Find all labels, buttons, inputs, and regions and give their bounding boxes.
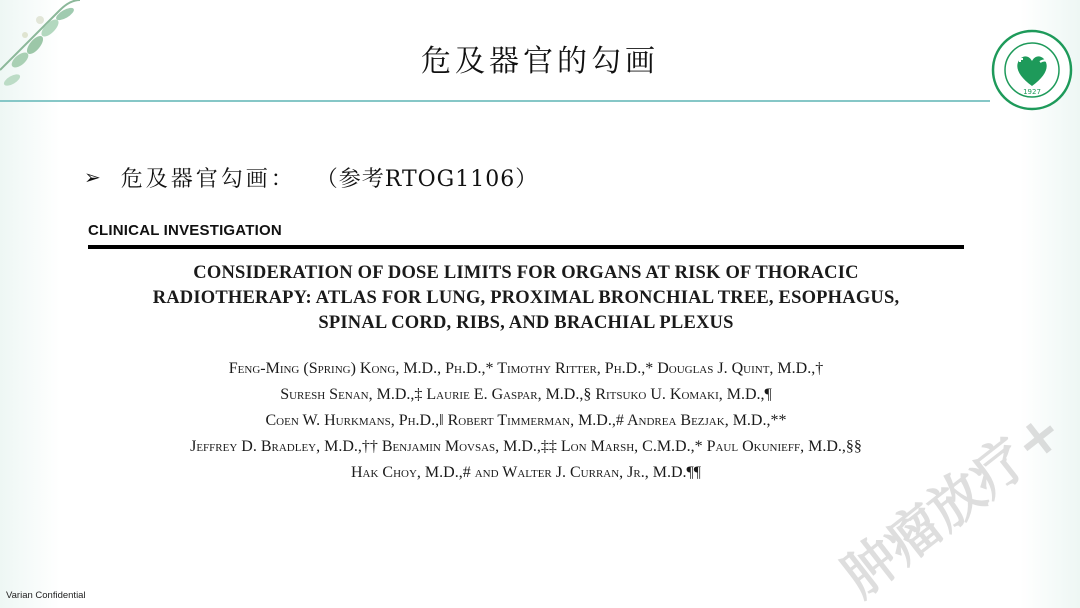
logo-year: 1927 [1023, 88, 1041, 96]
slide-title: 危及器官的勾画 [421, 44, 659, 79]
bullet-text: 危及器官勾画： [120, 166, 296, 192]
paper-divider [88, 245, 964, 249]
author-line: Jeffrey D. Bradley, M.D.,†† Benjamin Movsas, M.D.,‡‡ Lon Marsh, C.M.D.,* Paul Okunieff, M.D.,§§ [190, 438, 862, 455]
author-line: Hak Choy, M.D.,# and Walter J. Curran, Jr., M.D.¶¶ [350, 464, 702, 481]
paper-title [88, 261, 964, 336]
paper-title-line: SPINAL CORD, RIBS, AND BRACHIAL PLEXUS [318, 313, 734, 333]
paper-title-line: CONSIDERATION OF DOSE LIMITS FOR ORGANS AT RISK OF THORACIC [193, 263, 859, 283]
watermark: 肿瘤放疗+ [830, 397, 1075, 608]
author-line: Feng-Ming (Spring) Kong, M.D., Ph.D.,* Timothy Ritter, Ph.D.,* Douglas J. Quint, M.D.,† [228, 360, 824, 377]
paper-section-heading: CLINICAL INVESTIGATION [88, 222, 282, 239]
title-divider [0, 100, 990, 102]
bullet-point [84, 162, 538, 192]
bullet-reference: （参考RTOG1106） [315, 166, 539, 192]
footer-confidential: Varian Confidential [6, 590, 86, 601]
paper-title-line: RADIOTHERAPY: ATLAS FOR LUNG, PROXIMAL BRONCHIAL TREE, ESOPHAGUS, [152, 288, 900, 308]
author-line: Coen W. Hurkmans, Ph.D.,‖ Robert Timmerman, M.D.,# Andrea Bezjak, M.D.,** [265, 412, 787, 429]
hospital-logo-icon [990, 28, 1074, 112]
arrow-bullet-icon: ➢ [84, 165, 101, 189]
author-line: Suresh Senan, M.D.,‡ Laurie E. Gaspar, M.D.,§ Ritsuko U. Komaki, M.D.,¶ [280, 386, 772, 403]
paper-excerpt [88, 222, 964, 486]
